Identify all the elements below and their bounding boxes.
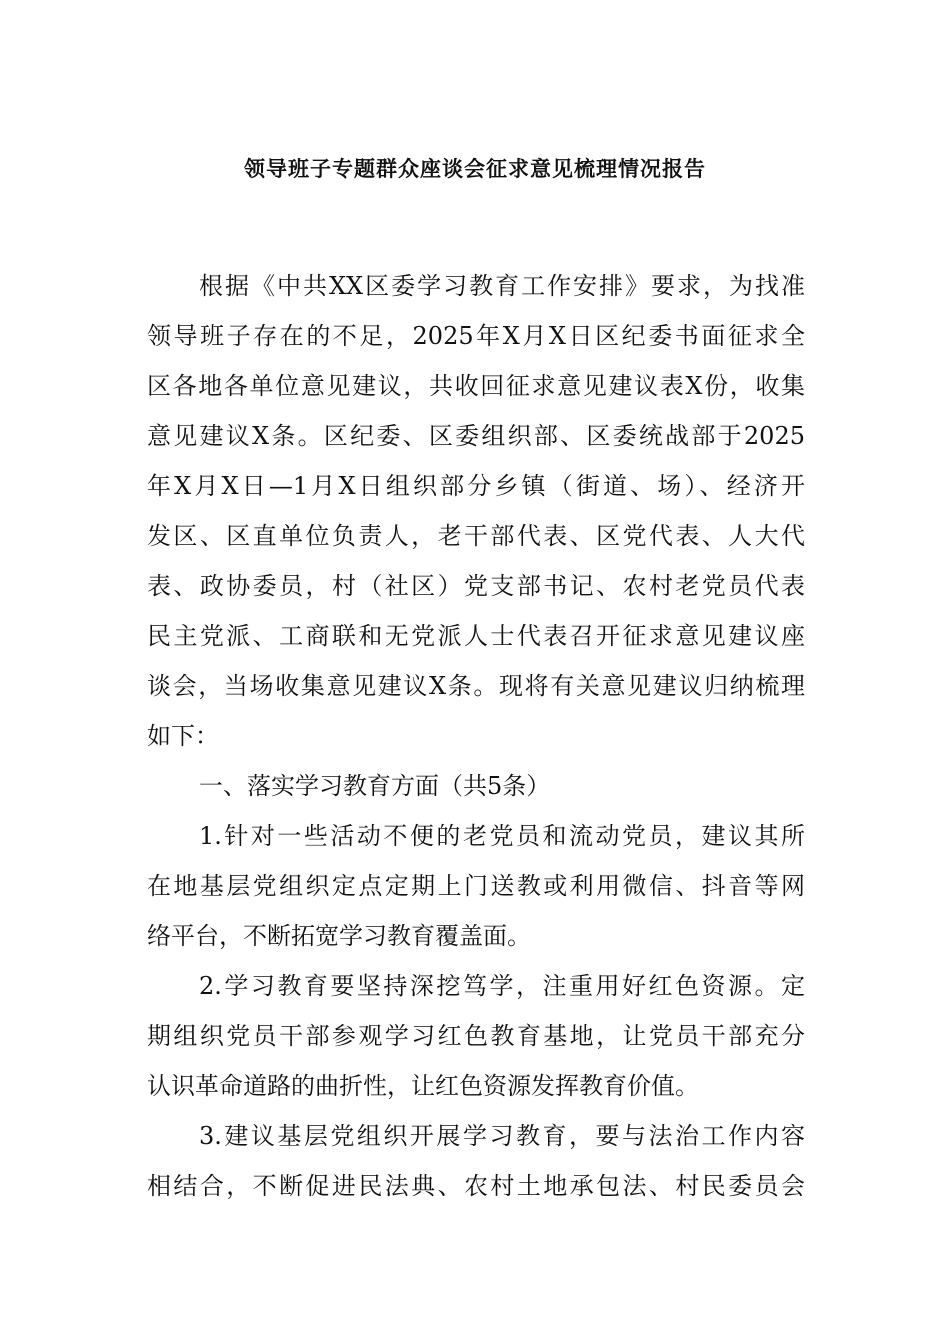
text-line: 相结合，不断促进民法典、农村土地承包法、村民委员会 xyxy=(147,1172,805,1200)
text-line: 谈会，当场收集意见建议X条。现将有关意见建议归纳梳理 xyxy=(147,672,805,700)
text-line: 如下： xyxy=(147,722,219,750)
text-line: 2.学习教育要坚持深挖笃学，注重用好红色资源。定 xyxy=(199,972,805,1000)
paragraph xyxy=(147,266,805,766)
text-line: 根据《中共XX区委学习教育工作安排》要求，为找准 xyxy=(199,272,805,300)
text-line: 1.针对一些活动不便的老党员和流动党员，建议其所 xyxy=(199,822,805,850)
text-line: 意见建议X条。区纪委、区委组织部、区委统战部于2025 xyxy=(147,422,805,450)
text-line: 认识革命道路的曲折性，让红色资源发挥教育价值。 xyxy=(147,1072,699,1100)
section-heading xyxy=(147,766,805,816)
paragraph xyxy=(147,816,805,966)
text-line: 络平台，不断拓宽学习教育覆盖面。 xyxy=(147,922,531,950)
text-line: 表、政协委员，村（社区）党支部书记、农村老党员代表 xyxy=(147,572,805,600)
text-line: 3.建议基层党组织开展学习教育，要与法治工作内容 xyxy=(199,1122,805,1150)
document-body xyxy=(147,266,805,1216)
text-line: 区各地各单位意见建议，共收回征求意见建议表X份，收集 xyxy=(147,372,805,400)
text-line: 期组织党员干部参观学习红色教育基地，让党员干部充分 xyxy=(147,1022,805,1050)
document-title: 领导班子专题群众座谈会征求意见梳理情况报告 xyxy=(244,156,706,181)
text-line: 年X月X日—1月X日组织部分乡镇（街道、场）、经济开 xyxy=(147,472,805,500)
text-line: 发区、区直单位负责人，老干部代表、区党代表、人大代 xyxy=(147,522,805,550)
paragraph xyxy=(147,1116,805,1216)
text-line: 领导班子存在的不足，2025年X月X日区纪委书面征求全 xyxy=(147,322,805,350)
text-line: 在地基层党组织定点定期上门送教或利用微信、抖音等网 xyxy=(147,872,805,900)
text-line: 民主党派、工商联和无党派人士代表召开征求意见建议座 xyxy=(147,622,805,650)
text-line: 一、落实学习教育方面（共5条） xyxy=(199,772,551,800)
paragraph xyxy=(147,966,805,1116)
